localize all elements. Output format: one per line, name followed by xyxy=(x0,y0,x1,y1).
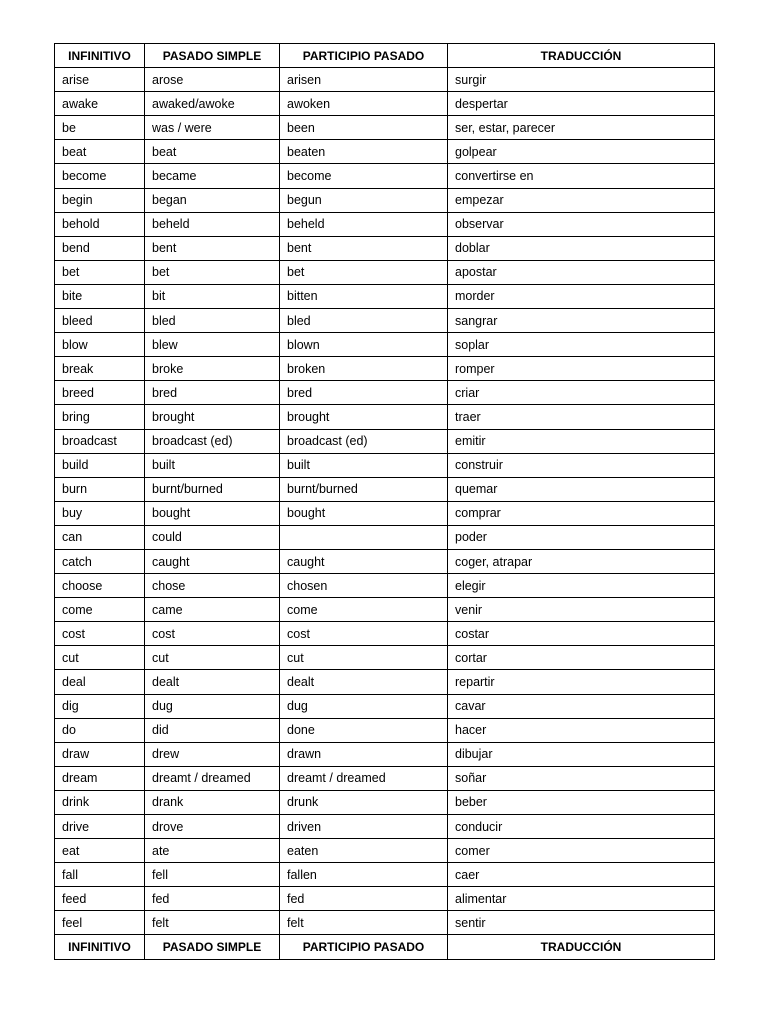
cell-participio-pasado: brought xyxy=(280,405,448,429)
cell-traduccion: traer xyxy=(448,405,715,429)
cell-participio-pasado: driven xyxy=(280,815,448,839)
table-row xyxy=(55,911,715,935)
header-pasado-simple: PASADO SIMPLE xyxy=(145,44,280,68)
cell-traduccion: soplar xyxy=(448,333,715,357)
cell-traduccion: ser, estar, parecer xyxy=(448,116,715,140)
cell-infinitivo: behold xyxy=(55,212,145,236)
table-row xyxy=(55,405,715,429)
table-row xyxy=(55,140,715,164)
cell-infinitivo: feed xyxy=(55,887,145,911)
cell-traduccion: hacer xyxy=(448,718,715,742)
cell-traduccion: elegir xyxy=(448,574,715,598)
cell-pasado-simple: brought xyxy=(145,405,280,429)
cell-traduccion: surgir xyxy=(448,68,715,92)
cell-infinitivo: choose xyxy=(55,574,145,598)
cell-infinitivo: eat xyxy=(55,839,145,863)
table-row xyxy=(55,501,715,525)
cell-infinitivo: dig xyxy=(55,694,145,718)
cell-traduccion: poder xyxy=(448,525,715,549)
cell-pasado-simple: broke xyxy=(145,357,280,381)
cell-participio-pasado: done xyxy=(280,718,448,742)
cell-traduccion: comprar xyxy=(448,501,715,525)
cell-participio-pasado: bled xyxy=(280,309,448,333)
table-row xyxy=(55,333,715,357)
cell-infinitivo: cost xyxy=(55,622,145,646)
cell-pasado-simple: could xyxy=(145,525,280,549)
cell-infinitivo: deal xyxy=(55,670,145,694)
cell-pasado-simple: fell xyxy=(145,863,280,887)
cell-pasado-simple: began xyxy=(145,188,280,212)
cell-participio-pasado: broadcast (ed) xyxy=(280,429,448,453)
cell-pasado-simple: drew xyxy=(145,742,280,766)
cell-infinitivo: begin xyxy=(55,188,145,212)
cell-pasado-simple: chose xyxy=(145,574,280,598)
cell-pasado-simple: ate xyxy=(145,839,280,863)
table-row xyxy=(55,815,715,839)
cell-traduccion: venir xyxy=(448,598,715,622)
cell-pasado-simple: bled xyxy=(145,309,280,333)
cell-traduccion: caer xyxy=(448,863,715,887)
cell-pasado-simple: beheld xyxy=(145,212,280,236)
table-row xyxy=(55,839,715,863)
cell-traduccion: comer xyxy=(448,839,715,863)
cell-traduccion: sentir xyxy=(448,911,715,935)
cell-participio-pasado: blown xyxy=(280,333,448,357)
cell-infinitivo: arise xyxy=(55,68,145,92)
cell-participio-pasado xyxy=(280,525,448,549)
cell-traduccion: empezar xyxy=(448,188,715,212)
cell-traduccion: observar xyxy=(448,212,715,236)
table-row xyxy=(55,622,715,646)
cell-infinitivo: bend xyxy=(55,236,145,260)
cell-pasado-simple: cost xyxy=(145,622,280,646)
cell-pasado-simple: felt xyxy=(145,911,280,935)
cell-pasado-simple: broadcast (ed) xyxy=(145,429,280,453)
table-row xyxy=(55,477,715,501)
header-infinitivo: INFINITIVO xyxy=(55,44,145,68)
cell-participio-pasado: fallen xyxy=(280,863,448,887)
cell-traduccion: soñar xyxy=(448,766,715,790)
cell-infinitivo: do xyxy=(55,718,145,742)
cell-infinitivo: bite xyxy=(55,284,145,308)
table-row xyxy=(55,670,715,694)
cell-infinitivo: break xyxy=(55,357,145,381)
cell-traduccion: construir xyxy=(448,453,715,477)
cell-pasado-simple: blew xyxy=(145,333,280,357)
table-body xyxy=(55,68,715,935)
cell-infinitivo: fall xyxy=(55,863,145,887)
cell-infinitivo: be xyxy=(55,116,145,140)
cell-pasado-simple: came xyxy=(145,598,280,622)
cell-infinitivo: drive xyxy=(55,815,145,839)
cell-infinitivo: drink xyxy=(55,790,145,814)
cell-participio-pasado: dealt xyxy=(280,670,448,694)
cell-infinitivo: feel xyxy=(55,911,145,935)
table-row xyxy=(55,525,715,549)
footer-row xyxy=(55,935,715,959)
irregular-verbs-table xyxy=(54,43,715,960)
cell-pasado-simple: was / were xyxy=(145,116,280,140)
cell-pasado-simple: bought xyxy=(145,501,280,525)
cell-pasado-simple: dreamt / dreamed xyxy=(145,766,280,790)
cell-traduccion: doblar xyxy=(448,236,715,260)
cell-participio-pasado: cost xyxy=(280,622,448,646)
cell-pasado-simple: became xyxy=(145,164,280,188)
table-row xyxy=(55,887,715,911)
table-row xyxy=(55,212,715,236)
cell-participio-pasado: bought xyxy=(280,501,448,525)
header-participio-pasado: PARTICIPIO PASADO xyxy=(280,44,448,68)
cell-participio-pasado: beaten xyxy=(280,140,448,164)
cell-participio-pasado: begun xyxy=(280,188,448,212)
cell-participio-pasado: come xyxy=(280,598,448,622)
cell-pasado-simple: bred xyxy=(145,381,280,405)
cell-infinitivo: beat xyxy=(55,140,145,164)
cell-traduccion: golpear xyxy=(448,140,715,164)
cell-pasado-simple: beat xyxy=(145,140,280,164)
table-row xyxy=(55,188,715,212)
cell-pasado-simple: fed xyxy=(145,887,280,911)
cell-traduccion: criar xyxy=(448,381,715,405)
table-row xyxy=(55,549,715,573)
table-row xyxy=(55,766,715,790)
cell-infinitivo: blow xyxy=(55,333,145,357)
cell-traduccion: coger, atrapar xyxy=(448,549,715,573)
cell-participio-pasado: caught xyxy=(280,549,448,573)
cell-traduccion: sangrar xyxy=(448,309,715,333)
cell-traduccion: romper xyxy=(448,357,715,381)
cell-traduccion: alimentar xyxy=(448,887,715,911)
table-footer xyxy=(55,935,715,959)
header-traduccion: TRADUCCIÓN xyxy=(448,44,715,68)
footer-participio-pasado: PARTICIPIO PASADO xyxy=(280,935,448,959)
table-row xyxy=(55,742,715,766)
cell-infinitivo: cut xyxy=(55,646,145,670)
cell-traduccion: dibujar xyxy=(448,742,715,766)
cell-pasado-simple: awaked/awoke xyxy=(145,92,280,116)
table-row xyxy=(55,381,715,405)
cell-infinitivo: bleed xyxy=(55,309,145,333)
cell-participio-pasado: bent xyxy=(280,236,448,260)
cell-participio-pasado: become xyxy=(280,164,448,188)
cell-participio-pasado: broken xyxy=(280,357,448,381)
cell-infinitivo: burn xyxy=(55,477,145,501)
cell-participio-pasado: burnt/burned xyxy=(280,477,448,501)
cell-traduccion: cavar xyxy=(448,694,715,718)
footer-pasado-simple: PASADO SIMPLE xyxy=(145,935,280,959)
table-row xyxy=(55,92,715,116)
table-row xyxy=(55,718,715,742)
table-row xyxy=(55,116,715,140)
cell-participio-pasado: drunk xyxy=(280,790,448,814)
cell-participio-pasado: felt xyxy=(280,911,448,935)
cell-participio-pasado: built xyxy=(280,453,448,477)
cell-participio-pasado: chosen xyxy=(280,574,448,598)
table-row xyxy=(55,790,715,814)
cell-participio-pasado: drawn xyxy=(280,742,448,766)
cell-pasado-simple: bit xyxy=(145,284,280,308)
table-row xyxy=(55,68,715,92)
cell-infinitivo: breed xyxy=(55,381,145,405)
cell-pasado-simple: bent xyxy=(145,236,280,260)
cell-infinitivo: draw xyxy=(55,742,145,766)
cell-participio-pasado: bred xyxy=(280,381,448,405)
cell-infinitivo: buy xyxy=(55,501,145,525)
cell-traduccion: costar xyxy=(448,622,715,646)
cell-infinitivo: come xyxy=(55,598,145,622)
table-row xyxy=(55,260,715,284)
cell-infinitivo: broadcast xyxy=(55,429,145,453)
cell-participio-pasado: been xyxy=(280,116,448,140)
cell-infinitivo: bring xyxy=(55,405,145,429)
cell-traduccion: morder xyxy=(448,284,715,308)
cell-traduccion: quemar xyxy=(448,477,715,501)
cell-infinitivo: awake xyxy=(55,92,145,116)
table-row xyxy=(55,164,715,188)
cell-traduccion: cortar xyxy=(448,646,715,670)
cell-pasado-simple: bet xyxy=(145,260,280,284)
table-row xyxy=(55,357,715,381)
cell-pasado-simple: caught xyxy=(145,549,280,573)
cell-infinitivo: bet xyxy=(55,260,145,284)
cell-traduccion: repartir xyxy=(448,670,715,694)
cell-traduccion: emitir xyxy=(448,429,715,453)
cell-traduccion: beber xyxy=(448,790,715,814)
table-row xyxy=(55,646,715,670)
header-row xyxy=(55,44,715,68)
cell-pasado-simple: dug xyxy=(145,694,280,718)
footer-traduccion: TRADUCCIÓN xyxy=(448,935,715,959)
footer-infinitivo: INFINITIVO xyxy=(55,935,145,959)
cell-pasado-simple: arose xyxy=(145,68,280,92)
cell-participio-pasado: dug xyxy=(280,694,448,718)
table-row xyxy=(55,309,715,333)
cell-infinitivo: dream xyxy=(55,766,145,790)
cell-traduccion: conducir xyxy=(448,815,715,839)
cell-pasado-simple: did xyxy=(145,718,280,742)
cell-participio-pasado: dreamt / dreamed xyxy=(280,766,448,790)
table-row xyxy=(55,429,715,453)
cell-participio-pasado: bitten xyxy=(280,284,448,308)
cell-participio-pasado: bet xyxy=(280,260,448,284)
cell-participio-pasado: beheld xyxy=(280,212,448,236)
cell-pasado-simple: drank xyxy=(145,790,280,814)
cell-pasado-simple: drove xyxy=(145,815,280,839)
table-row xyxy=(55,284,715,308)
cell-traduccion: convertirse en xyxy=(448,164,715,188)
cell-infinitivo: catch xyxy=(55,549,145,573)
cell-participio-pasado: arisen xyxy=(280,68,448,92)
table-row xyxy=(55,453,715,477)
cell-participio-pasado: fed xyxy=(280,887,448,911)
table-row xyxy=(55,863,715,887)
cell-pasado-simple: built xyxy=(145,453,280,477)
cell-pasado-simple: dealt xyxy=(145,670,280,694)
table-row xyxy=(55,574,715,598)
table-row xyxy=(55,236,715,260)
cell-infinitivo: build xyxy=(55,453,145,477)
cell-participio-pasado: awoken xyxy=(280,92,448,116)
cell-participio-pasado: cut xyxy=(280,646,448,670)
cell-infinitivo: can xyxy=(55,525,145,549)
cell-pasado-simple: burnt/burned xyxy=(145,477,280,501)
cell-traduccion: apostar xyxy=(448,260,715,284)
table-row xyxy=(55,694,715,718)
table-header xyxy=(55,44,715,68)
cell-infinitivo: become xyxy=(55,164,145,188)
cell-traduccion: despertar xyxy=(448,92,715,116)
cell-pasado-simple: cut xyxy=(145,646,280,670)
table-row xyxy=(55,598,715,622)
cell-participio-pasado: eaten xyxy=(280,839,448,863)
